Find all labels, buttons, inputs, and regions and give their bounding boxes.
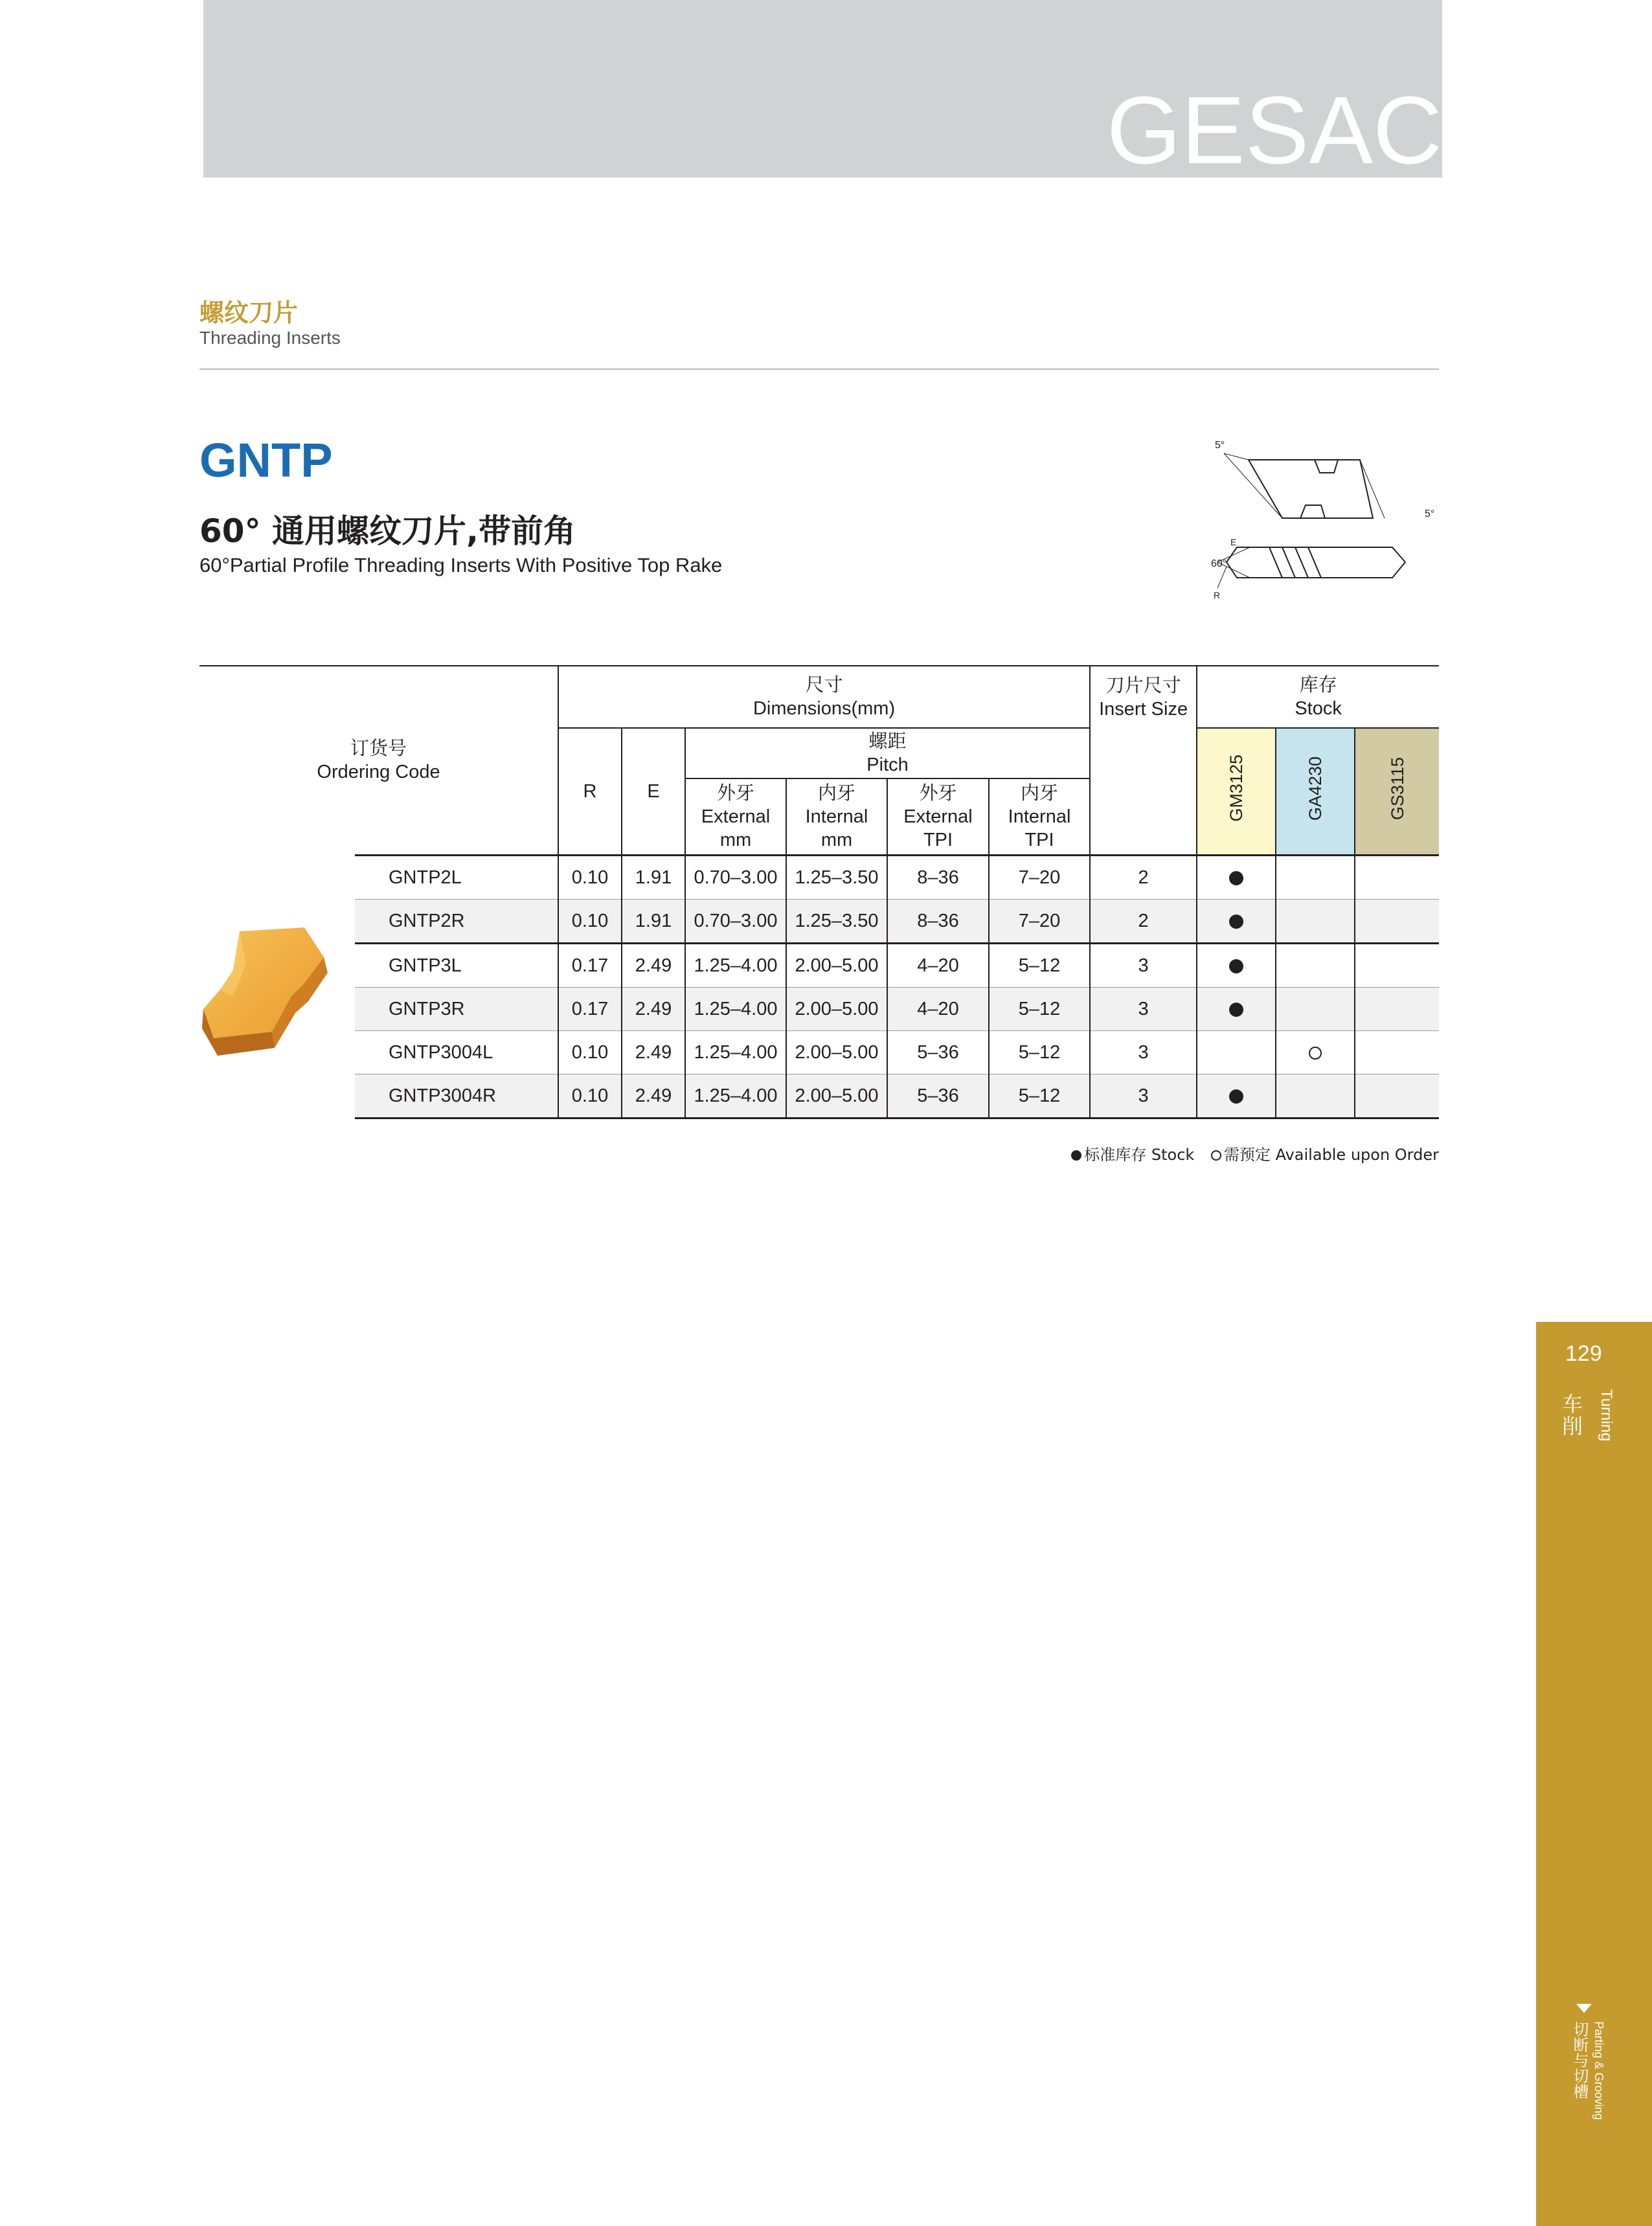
cell-int-mm: 2.00–5.00 [786, 1074, 887, 1118]
spec-table [199, 665, 1439, 1119]
ext-mm-unit: mm [719, 829, 752, 850]
available-on-order-ring-icon [1309, 1047, 1322, 1060]
int-tpi-cn: 内牙 [1021, 782, 1059, 804]
cell-int-mm: 1.25–3.50 [786, 855, 887, 899]
cell-r: 0.17 [558, 987, 622, 1030]
ext-tpi-header [887, 778, 989, 855]
cell-stock-gs3115 [1355, 855, 1439, 899]
diagram-angle-top: 5° [1215, 440, 1225, 451]
cell-int-tpi: 5–12 [989, 987, 1090, 1030]
ext-mm-cn: 外牙 [716, 782, 754, 804]
cell-e: 1.91 [622, 855, 685, 899]
cell-stock-gm3125 [1197, 899, 1276, 943]
grade-gs3115-label: GS3115 [1387, 756, 1407, 820]
section-divider [199, 369, 1439, 370]
table-row [199, 899, 1439, 943]
cell-stock-gm3125 [1197, 943, 1276, 987]
cell-ext-tpi: 5–36 [887, 1030, 989, 1074]
cell-ext-tpi: 8–36 [887, 899, 989, 943]
cell-ext-mm: 1.25–4.00 [685, 1030, 786, 1074]
stock-cn: 库存 [1299, 675, 1337, 696]
int-tpi-header [989, 778, 1090, 855]
grade-ga4230-header [1276, 728, 1355, 855]
in-stock-dot-icon [1229, 1003, 1243, 1017]
in-stock-dot-icon [1229, 871, 1243, 885]
cell-int-tpi: 5–12 [989, 943, 1090, 987]
cell-stock-ga4230 [1276, 943, 1355, 987]
cell-int-mm: 2.00–5.00 [786, 987, 887, 1030]
cell-ext-mm: 1.25–4.00 [685, 1074, 786, 1118]
cell-ext-tpi: 5–36 [887, 1074, 989, 1118]
cell-stock-ga4230 [1276, 899, 1355, 943]
diagram-angle-bottom: 60° [1211, 558, 1227, 569]
order-ring-icon [1211, 1150, 1221, 1161]
cell-ext-mm: 1.25–4.00 [685, 987, 786, 1030]
stock-header [1197, 666, 1439, 728]
diagram-label-r: R [1214, 590, 1221, 600]
cell-stock-gs3115 [1355, 899, 1439, 943]
cell-stock-ga4230 [1276, 1030, 1355, 1074]
chapter-sidebar [1536, 1322, 1652, 2226]
cell-stock-gm3125 [1197, 855, 1276, 899]
stock-dot-icon [1071, 1150, 1081, 1161]
cell-code: GNTP2R [355, 899, 558, 943]
col-e-header: E [622, 728, 685, 855]
cell-e: 2.49 [622, 1074, 685, 1118]
insert-geometry-diagram [1211, 434, 1444, 602]
grade-gm3125-label: GM3125 [1227, 755, 1247, 823]
dimensions-header [558, 666, 1090, 728]
pitch-cn: 螺距 [868, 731, 907, 752]
cell-int-tpi: 7–20 [989, 855, 1090, 899]
cell-stock-ga4230 [1276, 987, 1355, 1030]
section-title-cn: 螺纹刀片 [199, 299, 299, 327]
grade-ga4230-label: GA4230 [1306, 756, 1326, 821]
in-stock-dot-icon [1229, 1089, 1243, 1104]
int-tpi-en: Internal [1008, 806, 1071, 827]
cell-r: 0.10 [558, 899, 622, 943]
cell-stock-gs3115 [1355, 943, 1439, 987]
cell-e: 1.91 [622, 899, 685, 943]
int-mm-unit: mm [820, 829, 853, 850]
chapter-title-cn: 车削 [1562, 1392, 1583, 1438]
ext-mm-en: External [701, 806, 771, 827]
cell-ext-mm: 1.25–4.00 [685, 943, 786, 987]
cell-r: 0.10 [558, 1030, 622, 1074]
cell-stock-ga4230 [1276, 1074, 1355, 1118]
ordering-code-cn: 订货号 [350, 738, 407, 759]
insert-size-en: Insert Size [1099, 698, 1188, 720]
cell-stock-ga4230 [1276, 855, 1355, 899]
ext-tpi-en: External [903, 806, 973, 827]
cell-ext-tpi: 8–36 [887, 855, 989, 899]
cell-ext-mm: 0.70–3.00 [685, 855, 786, 899]
cell-stock-gm3125 [1197, 987, 1276, 1030]
diagram-angle-side: 5° [1425, 508, 1435, 519]
cell-ext-mm: 0.70–3.00 [685, 899, 786, 943]
cell-stock-gs3115 [1355, 1030, 1439, 1074]
next-chapter-cn[interactable]: 切断与切槽 [1570, 2021, 1589, 2099]
ext-tpi-cn: 外牙 [919, 782, 957, 804]
insert-size-cn: 刀片尺寸 [1105, 675, 1181, 696]
cell-code: GNTP3004R [355, 1074, 558, 1118]
cell-r: 0.17 [558, 943, 622, 987]
next-chapter-en[interactable]: Parting & Grooving [1592, 2021, 1605, 2120]
cell-size: 2 [1090, 899, 1197, 943]
page-number: 129 [1565, 1341, 1602, 1366]
insert-size-spacer [1090, 728, 1197, 855]
section-title-en: Threading Inserts [199, 328, 341, 348]
cell-ext-tpi: 4–20 [887, 943, 989, 987]
cell-int-mm: 2.00–5.00 [786, 943, 887, 987]
insert-size-header [1090, 666, 1197, 728]
diagram-label-e: E [1230, 537, 1237, 547]
insert-photo-icon [194, 918, 337, 1061]
cell-stock-gm3125 [1197, 1074, 1276, 1118]
ext-mm-header [685, 778, 786, 855]
stock-en: Stock [1295, 698, 1342, 719]
cell-int-mm: 2.00–5.00 [786, 1030, 887, 1074]
cell-stock-gs3115 [1355, 1074, 1439, 1118]
int-mm-cn: 内牙 [817, 782, 855, 804]
int-tpi-unit: TPI [1024, 829, 1054, 850]
grade-gm3125-header [1197, 728, 1276, 855]
cell-size: 3 [1090, 1030, 1197, 1074]
ordering-code-header [199, 666, 558, 855]
legend-stock-text: 标准库存 Stock [1084, 1146, 1195, 1164]
ordering-code-en: Ordering Code [317, 761, 440, 782]
col-r-header: R [558, 728, 622, 855]
legend-order-text: 需预定 Available upon Order [1223, 1146, 1439, 1164]
cell-stock-gm3125 [1197, 1030, 1276, 1074]
cell-int-tpi: 5–12 [989, 1030, 1090, 1074]
cell-e: 2.49 [622, 987, 685, 1030]
product-subtitle-cn: 60° 通用螺纹刀片,带前角 [199, 512, 576, 550]
chapter-title-en: Turning [1598, 1389, 1615, 1442]
cell-ext-tpi: 4–20 [887, 987, 989, 1030]
cell-size: 2 [1090, 855, 1197, 899]
table-row [199, 987, 1439, 1030]
cell-code: GNTP3004L [355, 1030, 558, 1074]
cell-r: 0.10 [558, 1074, 622, 1118]
in-stock-dot-icon [1229, 914, 1243, 929]
table-row [199, 1030, 1439, 1074]
header-band [203, 0, 1442, 177]
product-model: GNTP [199, 433, 333, 487]
cell-r: 0.10 [558, 855, 622, 899]
table-row [199, 943, 1439, 987]
next-chapter-arrow-icon[interactable] [1576, 2004, 1592, 2013]
in-stock-dot-icon [1229, 959, 1243, 973]
cell-int-tpi: 7–20 [989, 899, 1090, 943]
cell-code: GNTP2L [355, 855, 558, 899]
cell-code: GNTP3L [355, 943, 558, 987]
int-mm-header [786, 778, 887, 855]
ext-tpi-unit: TPI [923, 829, 953, 850]
pitch-en: Pitch [866, 755, 909, 775]
brand-logo-text: GESAC [1106, 77, 1442, 177]
grade-gs3115-header [1355, 728, 1439, 855]
cell-size: 3 [1090, 987, 1197, 1030]
table-row [199, 855, 1439, 899]
table-row [199, 1074, 1439, 1118]
cell-int-tpi: 5–12 [989, 1074, 1090, 1118]
cell-size: 3 [1090, 943, 1197, 987]
stock-legend [1071, 1142, 1439, 1164]
cell-int-mm: 1.25–3.50 [786, 899, 887, 943]
cell-e: 2.49 [622, 1030, 685, 1074]
cell-stock-gs3115 [1355, 987, 1439, 1030]
cell-e: 2.49 [622, 943, 685, 987]
cell-size: 3 [1090, 1074, 1197, 1118]
cell-code: GNTP3R [355, 987, 558, 1030]
dimensions-en: Dimensions(mm) [752, 698, 896, 719]
product-subtitle-en: 60°Partial Profile Threading Inserts With Positive Top Rake [199, 554, 723, 576]
int-mm-en: Internal [805, 806, 868, 827]
pitch-header [685, 728, 1090, 778]
dimensions-cn: 尺寸 [805, 675, 843, 696]
